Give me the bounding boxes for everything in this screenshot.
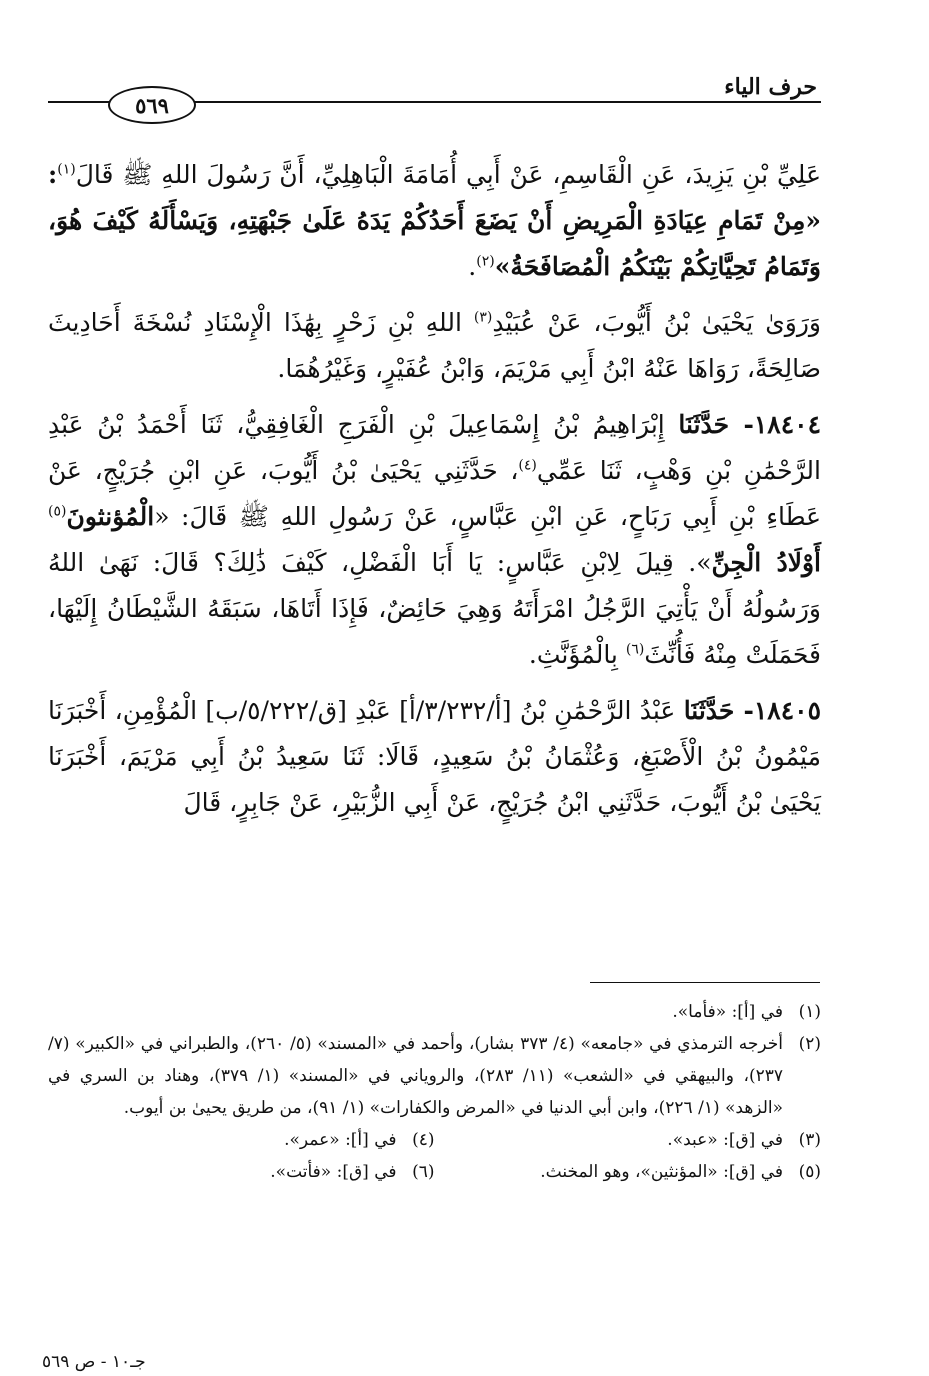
footnote-text: في [ق]: «المؤنثين»، وهو المخنث. (540, 1162, 783, 1182)
main-text (48, 152, 821, 836)
footnote-ref-4[interactable]: (٤) (518, 457, 537, 474)
footnote-text: في [ق]: «عبد». (667, 1130, 783, 1150)
footnote-text: في [أ]: «فأما». (672, 1002, 783, 1022)
volume-page-footer: جـ١٠ - ص ٥٦٩ (42, 1352, 146, 1372)
footnote-row-5-6 (48, 1156, 821, 1188)
paragraph-18404 (48, 402, 821, 678)
paragraph-2 (48, 300, 821, 392)
p1-text-1: عَلِيِّ بْنِ يَزِيدَ، عَنِ الْقَاسِمِ، عَنْ أَبِي أُمَامَةَ الْبَاهِلِيِّ، أَنَّ رَسُولَ اللهِ ﷺ قَالَ (75, 160, 821, 189)
footnote-number: (٢) (798, 1034, 821, 1054)
footnote-1 (48, 996, 821, 1028)
paragraph-1 (48, 152, 821, 290)
footnote-ref-2[interactable]: (٢) (476, 253, 495, 270)
p3-text-3: ». قِيلَ لِابْنِ عَبَّاسٍ: يَا أَبَا الْفَضْلِ، كَيْفَ ذَٰلِكَ؟ قَالَ: نَهَىٰ اللهُ وَرَسُولُهُ أَنْ يَأْتِيَ الرَّجُلُ امْرَأَتَهُ وَهِيَ حَائِضٌ، فَإِذَا أَتَاهَا، سَبَقَهُ الشَّيْطَانُ إِلَيْهَا، فَحَمَلَتْ مِنْهُ فَأُنِّثَ (48, 548, 821, 669)
p3-text-1: إِبْرَاهِيمُ بْنُ إِسْمَاعِيلَ بْنِ الْفَرَجِ الْغَافِقِيُّ، ثَنَا أَحْمَدُ بْنُ عَبْدِ الرَّحْمَٰنِ بْنِ وَهْبٍ، ثَنَا عَمِّي (48, 410, 821, 485)
footnote-ref-5[interactable]: (٥) (48, 503, 67, 520)
footnote-number: (٦) (412, 1162, 435, 1182)
p2-text-1: وَرَوَىٰ يَحْيَىٰ بْنُ أَيُّوبَ، عَنْ عُبَيْدِ (492, 308, 821, 337)
p1-hadith-text: : «مِنْ تَمَامِ عِيَادَةِ الْمَرِيضِ أَنْ يَضَعَ أَحَدُكُمْ يَدَهُ عَلَىٰ جَبْهَتِهِ، وَيَسْأَلَهُ كَيْفَ هُوَ، وَتَمَامُ تَحِيَّاتِكُمْ بَيْنَكُمُ الْمُصَافَحَةُ» (48, 160, 821, 281)
footnote-2 (48, 1028, 821, 1124)
footnotes (48, 996, 821, 1188)
footnote-6 (48, 1156, 435, 1188)
p1-end: . (468, 252, 477, 281)
p3-text-4: بِالْمُؤَنَّثِ. (528, 640, 626, 669)
p2-text-2: اللهِ بْنِ زَحْرٍ بِهَٰذَا الْإِسْنَادِ نُسْخَةَ أَحَادِيثَ صَالِحَةً، رَوَاهَا عَنْهُ ابْنُ أَبِي مَرْيَمَ، وَابْنُ عُفَيْرٍ، وَغَيْرُهُمَا. (48, 308, 821, 383)
page-number: ٥٦٩ (135, 92, 169, 118)
running-header-title: حرف الياء (724, 74, 817, 100)
footnote-ref-6[interactable]: (٦) (625, 641, 645, 658)
footnote-4 (48, 1124, 435, 1156)
hadith-number-18404: ١٨٤٠٤- حَدَّثَنَا (678, 410, 821, 439)
p3-hadith-bold-1: الْمُؤنثونَ (66, 502, 155, 531)
footnote-text: أخرجه الترمذي في «جامعه» (٤/ ٣٧٣ بشار)، وأحمد في «المسند» (٥/ ٢٦٠)، والطبراني في «الكبير» (٧/ ٢٣٧)، والبيهقي في «الشعب» (١١/ ٢٨٣)، والروياني في «المسند» (١/ ٣٧٩)، وهناد بن السري في «الزهد» (١/ ٢٢٦)، وابن أبي الدنيا في «المرض والكفارات» (١/ ٩١)، من طريق يحيىٰ بن أيوب. (48, 1034, 784, 1118)
footnote-ref-3[interactable]: (٣) (473, 309, 493, 326)
footnote-ref-1[interactable]: (١) (57, 161, 76, 178)
footnote-text: في [ق]: «فأتت». (270, 1162, 397, 1182)
p3-hadith-bold-2: أَوْلَادُ الْجِنِّ (711, 548, 821, 577)
paragraph-18405 (48, 688, 821, 826)
footnote-number: (١) (798, 1002, 821, 1022)
footnote-separator (590, 982, 820, 983)
page-number-badge (108, 86, 196, 124)
footnote-row-3-4 (48, 1124, 821, 1156)
footnote-5 (435, 1156, 822, 1188)
hadith-number-18405: ١٨٤٠٥- حَدَّثَنَا (683, 696, 821, 725)
footnote-number: (٥) (798, 1162, 821, 1182)
footnote-number: (٤) (412, 1130, 435, 1150)
footnote-text: في [أ]: «عمر». (284, 1130, 397, 1150)
p4-text-1: عَبْدُ الرَّحْمَٰنِ بْنُ [أ/٣/٢٣٢/أ] عَبْدِ [ق/٥/٢٢٢/ب] الْمُؤْمِنِ، أَخْبَرَنَا مَيْمُونُ بْنُ الْأَصْبَغِ، وَعُثْمَانُ بْنُ سَعِيدٍ، قَالَا: ثَنَا سَعِيدُ بْنُ أَبِي مَرْيَمَ، أَخْبَرَنَا يَحْيَىٰ بْنُ أَيُّوبَ، حَدَّثَنِي ابْنُ جُرَيْجٍ، عَنْ أَبِي الزُّبَيْرِ، عَنْ جَابِرٍ، قَالَ (48, 696, 821, 817)
footnote-number: (٣) (798, 1130, 821, 1150)
p3-text-2: ، حَدَّثَنِي يَحْيَىٰ بْنُ أَيُّوبَ، عَنِ ابْنِ جُرَيْجٍ، عَنْ عَطَاءِ بْنِ أَبِي رَبَاحٍ، عَنِ ابْنِ عَبَّاسٍ، عَنْ رَسُولِ اللهِ ﷺ قَالَ: « (48, 456, 821, 531)
footnote-3 (435, 1124, 822, 1156)
